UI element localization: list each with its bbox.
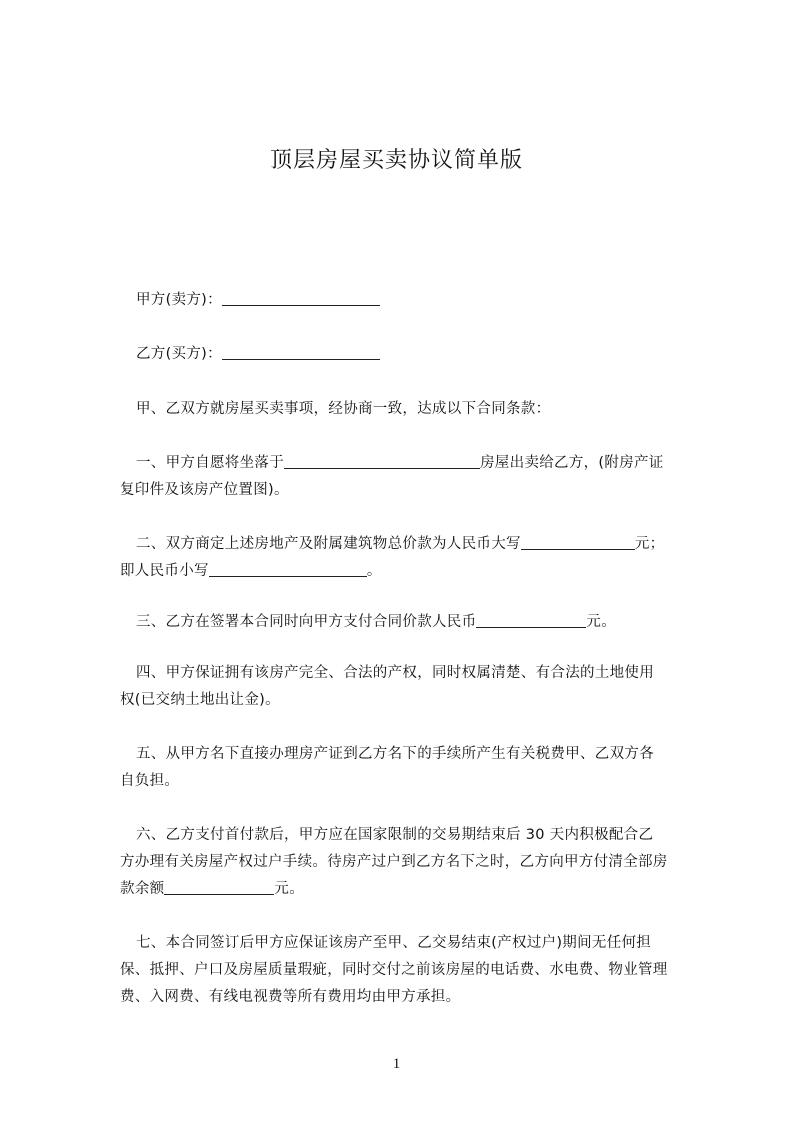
clause-5-line-2: 自负担。 bbox=[120, 773, 180, 789]
party-a-label: 甲方(卖方)： bbox=[136, 292, 222, 308]
clause-2-text-c: 即人民币小写 bbox=[120, 563, 209, 579]
clause-1-text-a: 一、甲方自愿将坐落于 bbox=[136, 455, 284, 471]
clause-3-text-a: 三、乙方在签署本合同时向甲方支付合同价款人民币 bbox=[136, 614, 477, 630]
document-title: 顶层房屋买卖协议简单版 bbox=[269, 148, 523, 173]
clause-3-text-b: 元。 bbox=[586, 614, 617, 630]
clause-7-line-2: 保、抵押、户口及房屋质量瑕疵，同时交付之前该房屋的电话费、水电费、物业管理 bbox=[120, 962, 668, 978]
clause-6-line-2: 方办理有关房屋产权过户手续。待房产过户到乙方名下之时，乙方向甲方付清全部房 bbox=[120, 854, 668, 870]
party-b-blank bbox=[222, 345, 380, 360]
clause-3-amount-blank bbox=[476, 613, 586, 628]
clause-2-price-figures-blank bbox=[209, 562, 367, 577]
party-b-label: 乙方(买方)： bbox=[136, 346, 222, 362]
clause-7-line-3: 费、入网费、有线电视费等所有费用均由甲方承担。 bbox=[120, 989, 461, 1005]
clause-6-balance-blank bbox=[164, 880, 274, 895]
clause-4-line-1: 四、甲方保证拥有该房产完全、合法的产权，同时权属清楚、有合法的土地使用 bbox=[136, 665, 654, 681]
clause-5-line-1: 五、从甲方名下直接办理房产证到乙方名下的手续所产生有关税费甲、乙双方各 bbox=[136, 746, 654, 762]
clause-2-text-d: 。 bbox=[366, 563, 382, 579]
intro-text: 甲、乙双方就房屋买卖事项，经协商一致，达成以下合同条款： bbox=[136, 401, 551, 417]
clause-6-text-d: 元。 bbox=[274, 881, 305, 897]
clause-1-line-2: 复印件及该房产位置图)。 bbox=[120, 482, 289, 498]
party-a-blank bbox=[222, 291, 380, 306]
clause-6-text-c: 款余额 bbox=[120, 881, 165, 897]
clause-1-line-1 bbox=[136, 453, 716, 473]
clause-6-line-1: 六、乙方支付首付款后，甲方应在国家限制的交易期结束后 30 天内积极配合乙 bbox=[136, 827, 654, 843]
clause-6-line-3 bbox=[120, 879, 700, 899]
clause-2-line-2 bbox=[120, 561, 700, 581]
clause-2-line-1 bbox=[136, 534, 716, 554]
party-a-line bbox=[136, 290, 716, 310]
clause-1-text-b: 房屋出卖给乙方，(附房产证 bbox=[480, 455, 664, 471]
clause-1-location-blank bbox=[284, 454, 480, 469]
page-number: 1 bbox=[392, 1056, 401, 1072]
clause-4-line-2: 权(已交纳土地出让金)。 bbox=[120, 692, 280, 708]
clause-2-text-b: 元； bbox=[634, 536, 665, 552]
clause-3-line bbox=[136, 612, 716, 632]
party-b-line bbox=[136, 344, 716, 364]
clause-2-price-words-blank bbox=[521, 535, 635, 550]
clause-7-line-1: 七、本合同签订后甲方应保证该房产至甲、乙交易结束(产权过户)期间无任何担 bbox=[136, 935, 652, 951]
clause-2-text-a: 二、双方商定上述房地产及附属建筑物总价款为人民币大写 bbox=[136, 536, 521, 552]
